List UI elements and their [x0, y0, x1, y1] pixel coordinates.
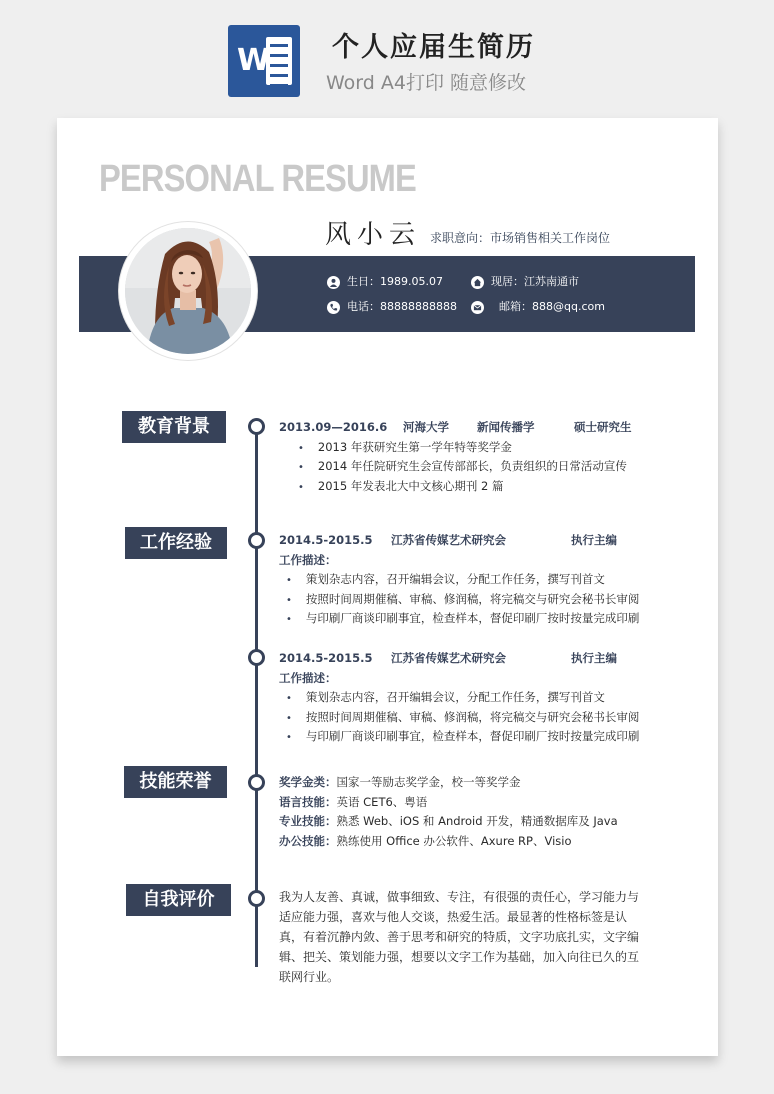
work-item: • 与印刷厂商谈印刷事宜，检查样本，督促印刷厂按时按量完成印刷 — [286, 728, 639, 746]
email-text: 邮箱：888@qq.com — [499, 300, 605, 313]
edu-item: • 2013 年获研究生第一学年特等奖学金 — [298, 439, 512, 457]
work-role: 执行主编 — [571, 533, 617, 547]
birth-info — [327, 275, 443, 289]
edu-period: 2013.09—2016.6 — [279, 420, 388, 434]
email-info — [471, 300, 605, 314]
timeline-line — [255, 423, 258, 967]
timeline-dot-work — [248, 532, 265, 549]
edu-major: 新闻传播学 — [477, 420, 535, 434]
avatar-photo — [125, 228, 251, 354]
residence-text: 现居：江苏南通市 — [491, 275, 579, 288]
skill-key: 办公技能： — [279, 834, 337, 848]
skill-value: 熟练使用 Office 办公软件、Axure RP、Visio — [336, 834, 572, 848]
skill-key: 语言技能： — [279, 795, 337, 809]
work-period: 2014.5-2015.5 — [279, 533, 373, 547]
word-letter: W — [237, 43, 271, 78]
work-item: • 按照时间周期催稿、审稿、修润稿，将完稿交与研究会秘书长审阅 — [286, 591, 639, 609]
word-logo-icon — [228, 25, 300, 97]
skill-value: 国家一等励志奖学金，校一等奖学金 — [336, 775, 521, 789]
self-eval-text: 我为人友善、真诚，做事细致、专注，有很强的责任心，学习能力与适应能力强，喜欢与他人交谈，热爱生活。最显著的性格标签是认真，有着沉静内敛、善于思考和研究的特质，文字功底扎实，文字编辑、把关、策划能力强，想要以文字工作为基础，加入向往已久的互联网行业。 — [279, 890, 640, 984]
section-label-work: 工作经验 — [125, 527, 227, 559]
home-icon — [471, 276, 484, 289]
timeline-dot-work-2 — [248, 649, 265, 666]
skill-row — [279, 774, 521, 790]
work-item: • 与印刷厂商谈印刷事宜，检查样本，督促印刷厂按时按量完成印刷 — [286, 610, 639, 628]
edu-school: 河海大学 — [403, 420, 449, 434]
skill-key: 专业技能： — [279, 814, 337, 828]
skill-row — [279, 833, 572, 849]
job-intent: 求职意向：市场销售相关工作岗位 — [430, 231, 611, 245]
header-title: 个人应届生简历 — [332, 32, 535, 63]
work-item: • 按照时间周期催稿、审稿、修润稿，将完稿交与研究会秘书长审阅 — [286, 709, 639, 727]
work-desc-label: 工作描述： — [279, 553, 337, 567]
edu-item: • 2014 年任院研究生会宣传部部长，负责组织的日常活动宣传 — [298, 458, 627, 476]
header-subtitle: Word A4打印 随意修改 — [326, 72, 527, 94]
birth-text: 生日：1989.05.07 — [347, 275, 443, 288]
candidate-name: 风小云 — [325, 220, 422, 250]
skill-value: 熟悉 Web、iOS 和 Android 开发，精通数据库及 Java — [336, 814, 618, 828]
personal-resume-title: PERSONAL RESUME — [99, 158, 416, 200]
work-desc-label: 工作描述： — [279, 671, 337, 685]
skill-value: 英语 CET6、粤语 — [336, 795, 428, 809]
section-label-skills: 技能荣誉 — [124, 766, 227, 798]
section-label-self-eval: 自我评价 — [126, 884, 231, 916]
work-role: 执行主编 — [571, 651, 617, 665]
phone-text: 电话：88888888888 — [347, 300, 457, 313]
skill-row — [279, 813, 618, 829]
timeline-dot-self-eval — [248, 890, 265, 907]
edu-degree: 硕士研究生 — [574, 420, 632, 434]
phone-info — [327, 300, 457, 314]
work-company: 江苏省传媒艺术研究会 — [391, 651, 506, 665]
work-item: • 策划杂志内容，召开编辑会议，分配工作任务，撰写刊首文 — [286, 571, 605, 589]
edu-item: • 2015 年发表北大中文核心期刊 2 篇 — [298, 478, 503, 496]
work-period: 2014.5-2015.5 — [279, 651, 373, 665]
skill-row — [279, 794, 427, 810]
resume-page — [57, 118, 718, 1056]
work-company: 江苏省传媒艺术研究会 — [391, 533, 506, 547]
work-item: • 策划杂志内容，召开编辑会议，分配工作任务，撰写刊首文 — [286, 689, 605, 707]
user-icon — [327, 276, 340, 289]
residence-info — [471, 275, 579, 289]
avatar — [119, 222, 257, 360]
skill-key: 奖学金类： — [279, 775, 337, 789]
mail-icon — [471, 301, 484, 314]
phone-icon — [327, 301, 340, 314]
timeline-dot-skills — [248, 774, 265, 791]
section-label-education: 教育背景 — [122, 411, 226, 443]
timeline-dot-education — [248, 418, 265, 435]
